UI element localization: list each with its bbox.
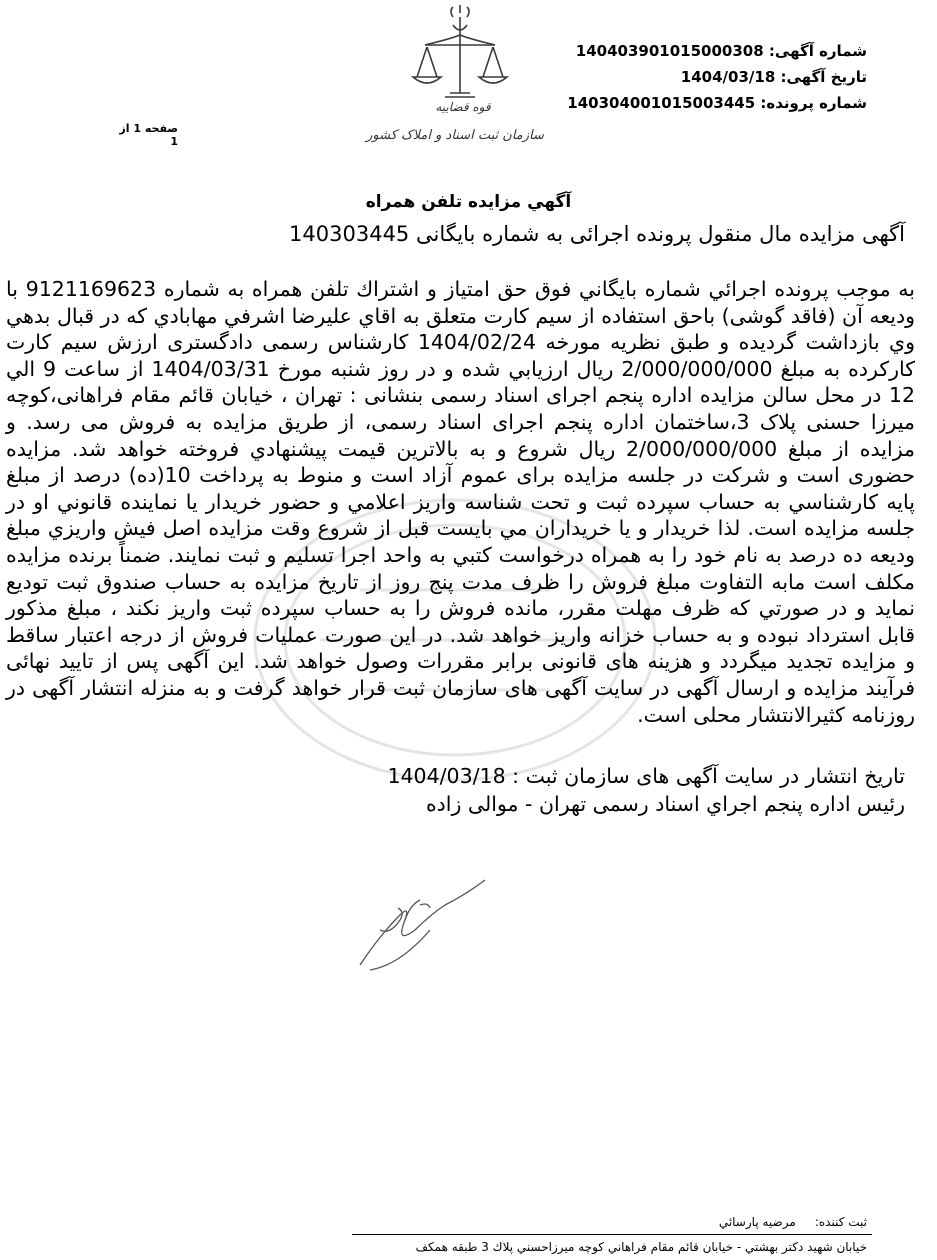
- judiciary-emblem-icon: [405, 5, 515, 115]
- office-address: خيابان شهيد دكتر بهشتي - خيابان قائم مقام فراهاني كوچه ميرزاحسني پلاك 3 طبقه همكف: [415, 1240, 867, 1254]
- emblem-caption: قوه قضاییه: [435, 100, 491, 114]
- notice-body: به موجب پرونده اجرائي شماره بايگاني فوق حق امتياز و اشتراك تلفن همراه به شماره 9121169623 با وديعه آن (فاقد گوشی) باحق استفاده از سيم كارت متعلق به اقاي عليرضا اشرفي مهابادي كه در قبال بدهي وي بازداشت گرديده و طبق نظريه مورخه 1404/02/24 كارشناس رسمی دادگستری ارزش سيم كارت كاركرده به مبلغ 2/000/000/000 ريال ارزيابي شده و در روز شنبه مورخ 1404/03/31 از ساعت 9 الي 12 در محل سالن مزايده اداره پنجم اجرای اسناد رسمی بنشانی : تهران ، خیابان قائم مقام فراهانی،کوچه میرزا حسنی پلاک 3،ساختمان اداره پنجم اجرای اسناد رسمی، از طريق مزايده به فروش می رسد. و مزايده از مبلغ 2/000/000/000 ريال شروع و به بالاترين قيمت پيشنهادي فروخته خواهد شد. مزايده حضوری است و شركت در جلسه مزايده برای عموم آزاد است و منوط به پرداخت 10(ده) درصد از مبلغ پايه كارشناسي به حساب سپرده ثبت و تحت شناسه واريز اعلامي و حضور خريدار يا نماينده قانوني او در جلسه مزايده است. لذا خريدار و يا خريداران مي بايست قبل از شروع وقت مزايده اصل فيش واريزي مبلغ وديعه ده درصد به نام خود را به همراه درخواست كتبي به واحد اجرا تسليم و ثبت نمايند. ضمناً برنده مزايده مكلف است مابه التفاوت مبلغ فروش را ظرف مدت پنج روز از تاريخ مزايده به حساب صندوق ثبت توديع نمايد و در صورتي كه ظرف مهلت مقرر، مانده فروش را به حساب سپرده ثبت واريز نكند ، مبلغ مذكور قابل استرداد نبوده و به حساب خزانه واريز خواهد شد. در اين صورت عمليات فروش از درجه اعتبار ساقط و مزايده تجديد ميگردد و هزينه های قانونی برابر مقررات وصول خواهد شد. این آگهی پس از تایید نهائی فرآیند مزایده و ارسال آگهی در سایت آگهی های سازمان ثبت قرار خواهد گرفت و به منزله انتشار آگهی در روزنامه كثيرالانتشار محلی است.: [6, 277, 916, 727]
- page-indicator: صفحه 1 از 1: [119, 122, 178, 148]
- signature-icon: [350, 870, 500, 980]
- notice-number: 14040390101500030​8: [575, 42, 764, 60]
- case-number-label: شماره پرونده:: [760, 94, 867, 112]
- footer-divider: [352, 1234, 872, 1235]
- notice-date-row: [547, 64, 867, 90]
- notice-date: 1404/03/18: [680, 68, 776, 86]
- notice-meta: [547, 38, 867, 116]
- notice-subtitle: آگهی مزایده مال منقول پرونده اجرائی به شماره بایگانی 140303445: [289, 222, 905, 246]
- notice-title: آگهي مزايده تلفن همراه: [365, 192, 572, 212]
- registrar-line: [467, 1215, 867, 1229]
- case-number-row: [547, 90, 867, 116]
- notice-number-label: شماره آگهی:: [768, 42, 867, 60]
- registrar-label: ثبت کننده:: [814, 1215, 867, 1229]
- notice-number-row: [547, 38, 867, 64]
- office-head-line: رئيس اداره پنجم اجراي اسناد رسمی تهران - موالی زاده: [425, 792, 905, 816]
- publish-date-line: تاریخ انتشار در سایت آگهی های سازمان ثبت : 1404/03/18: [387, 764, 905, 788]
- notice-date-label: تاریخ آگهی:: [780, 68, 867, 86]
- case-number: 14030400101500344​5: [567, 94, 756, 112]
- organization-name: سازمان ثبت اسناد و املاک کشور: [366, 128, 544, 143]
- registrar-name: مرضيه پارسائي: [718, 1215, 796, 1229]
